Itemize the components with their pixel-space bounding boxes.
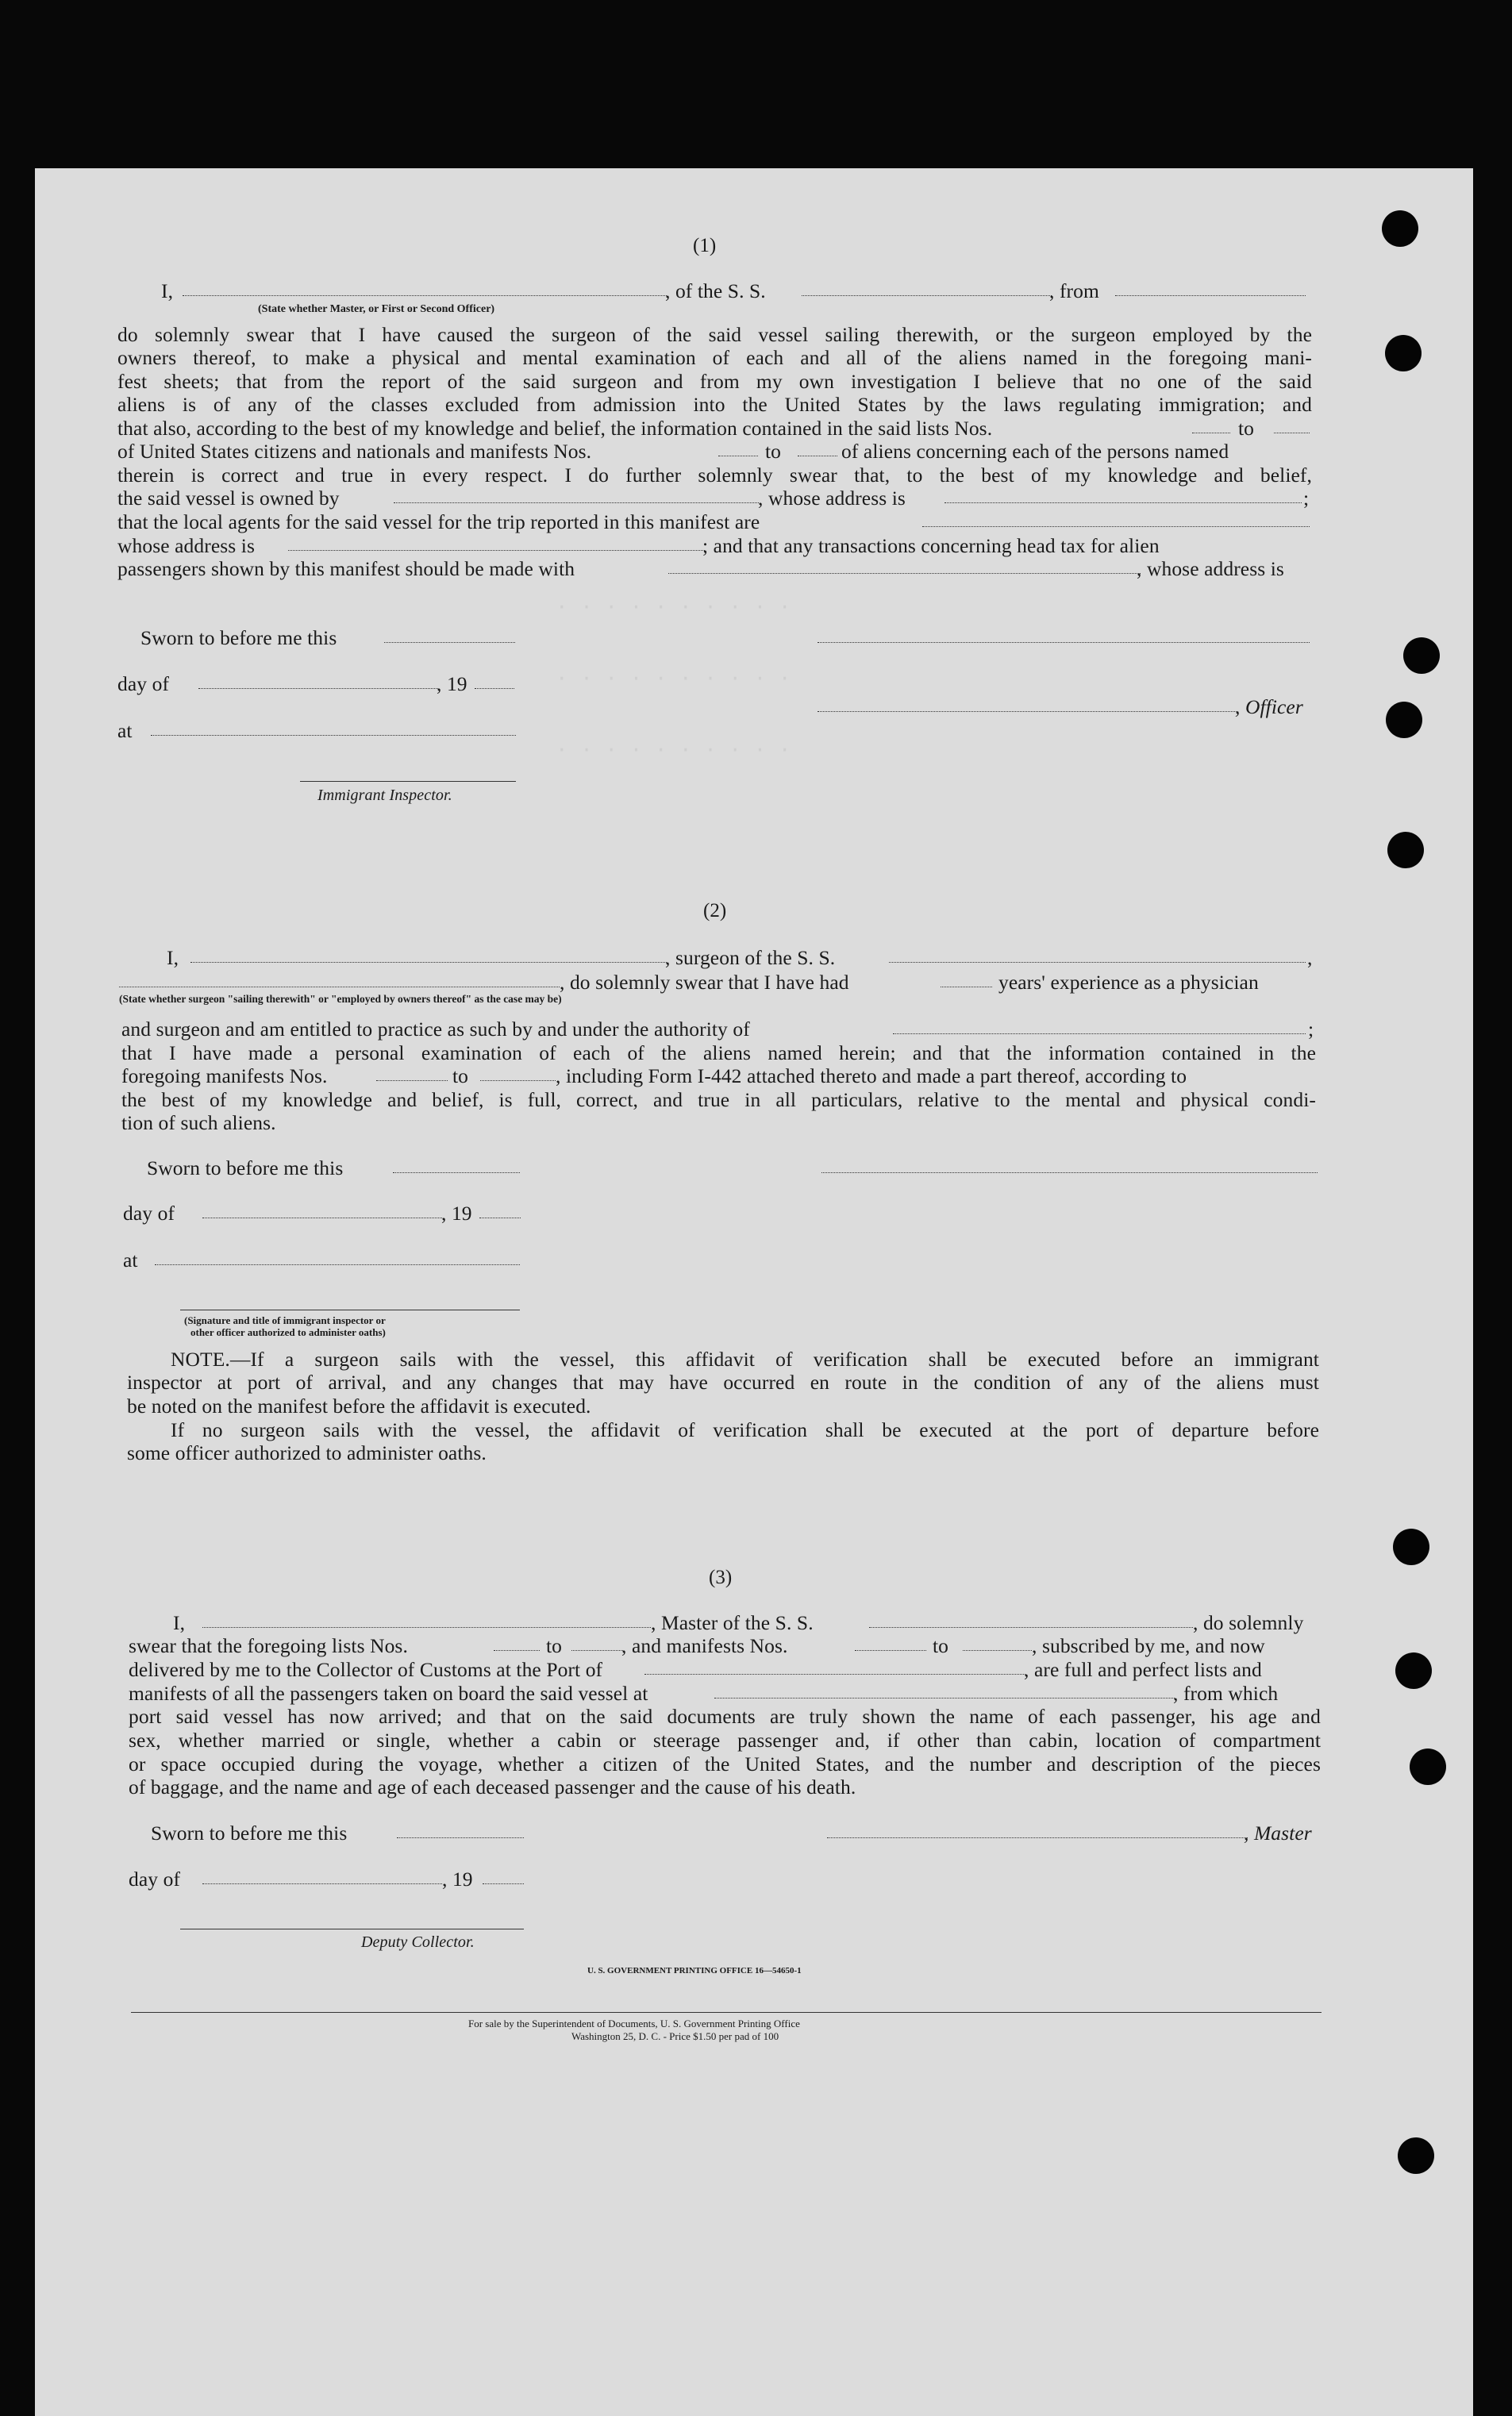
binder-hole [1395,1652,1432,1689]
section-number-3: (3) [709,1567,733,1588]
s2-authority-field [893,1033,1306,1034]
s2-signature-caption-1: (Signature and title of immigrant inspector or [184,1314,386,1326]
s3-to: to [933,1634,949,1657]
s3-list-from-field [494,1650,540,1651]
s2-manifest-to-field [480,1080,556,1081]
s1-row1-i: I, [161,279,174,302]
binder-hole [1393,1529,1429,1565]
s3-comma19: , 19 [442,1868,473,1891]
s3-boarding-port-field [714,1698,1175,1699]
s1-day-of: day of [117,672,170,695]
s2-comma19: , 19 [441,1202,472,1225]
s1-officer-label: , Officer [1235,695,1303,718]
footer-rule [131,2012,1322,2013]
s1-head-tax: ; and that any transactions concerning head tax for alien [702,534,1160,557]
s3-manifest-from-field [855,1650,926,1651]
s3-row3-full: , are full and perfect lists and [1024,1658,1262,1681]
s1-line: the said vessel is owned by [117,487,340,510]
s2-row1-i: I, [167,946,179,969]
bleed-through-text: · · · · · · · · · · [556,738,791,762]
s1-line: therein is correct and true in every respect. I do further solemnly swear that, to the best of my knowledge and belief, [117,464,1312,487]
note-line: If no surgeon sails with the vessel, the affidavit of verification shall be executed at the port of departure before [171,1418,1319,1441]
s2-signature-caption-2: other officer authorized to administer oaths) [190,1326,386,1338]
s3-manifest-to-field [963,1650,1032,1651]
footer-sale-line: For sale by the Superintendent of Documents, U. S. Government Printing Office [468,2018,800,2029]
s2-line: that I have made a personal examination of each of the aliens named herein; and that the information contained in the [121,1041,1316,1064]
s1-line: passengers shown by this manifest should be made with [117,557,575,580]
s1-signature-field [818,642,1310,643]
s3-year-field [483,1883,524,1884]
s1-day-field [198,688,438,689]
binder-hole [1386,702,1422,738]
s3-row1-i: I, [173,1611,186,1634]
s2-sworn-field [393,1172,520,1173]
s3-port-field [644,1674,1025,1675]
s2-line: the best of my knowledge and belief, is full, correct, and true in all particulars, relative to the mental and physical condi- [121,1088,1316,1111]
s1-at: at [117,719,133,742]
s2-surgeon-caption: (State whether surgeon "sailing therewith" or "employed by owners thereof" as the case may be) [119,993,562,1005]
s3-deputy-collector: Deputy Collector. [361,1933,475,1951]
s2-row2: , do solemnly swear that I have had [560,971,849,994]
s3-day-field [202,1883,442,1884]
s2-row1-comma: , [1307,946,1313,969]
s1-immigrant-inspector: Immigrant Inspector. [317,787,452,804]
section-number-2: (2) [703,900,727,921]
s1-officer-field [818,711,1238,712]
gpo-imprint: U. S. GOVERNMENT PRINTING OFFICE 16—54650-1 [587,1966,802,1976]
s1-inspector-signature-line [300,781,516,782]
footer-price-line: Washington 25, D. C. - Price $1.50 per pad of 100 [571,2030,779,2042]
s3-master-label: , Master [1244,1822,1312,1845]
section-number-1: (1) [693,235,717,256]
s3-master-field [827,1837,1248,1838]
s1-from-field [1115,295,1306,296]
binder-hole [1385,335,1422,371]
binder-hole [1387,832,1424,868]
s3-line: port said vessel has now arrived; and that on the said documents are truly shown the name of each passenger, his age and [129,1705,1321,1728]
s2-semi: ; [1308,1018,1314,1041]
s3-ship-field [869,1627,1193,1628]
s3-to: to [546,1634,563,1657]
s3-row3: delivered by me to the Collector of Customs at the Port of [129,1658,603,1681]
s2-row2-years: years' experience as a physician [998,971,1259,994]
s1-of-aliens: of aliens concerning each of the persons named [841,440,1229,463]
s1-row1-of-ss: , of the S. S. [665,279,766,302]
s1-transactions-field [668,573,1141,574]
binder-hole [1382,210,1418,247]
s1-officer-caption: (State whether Master, or First or Second Officer) [258,303,495,315]
s3-row1-solemnly: , do solemnly [1193,1611,1304,1634]
s1-ship-field [802,295,1052,296]
s1-line: aliens is of any of the classes excluded from admission into the United States by the laws regulating immigration; and [117,393,1312,416]
s2-manifest-from-field [376,1080,448,1081]
s1-sworn: Sworn to before me this [140,626,337,649]
s1-row1-from: , from [1049,279,1099,302]
s1-whose-address: , whose address is [758,487,906,510]
s1-line: whose address is [117,534,255,557]
s3-list-to-field [571,1650,623,1651]
s2-sworn: Sworn to before me this [147,1156,344,1179]
s1-owner-field [394,502,759,503]
s2-day-of: day of [123,1202,175,1225]
s2-line: foregoing manifests Nos. [121,1064,328,1087]
s3-line: sex, whether married or single, whether a cabin or steerage passenger and, if other than cabin, location of compartment [129,1729,1321,1752]
s1-line: fest sheets; that from the report of the said surgeon and from my own investigation I believe that no one of the said [117,370,1312,393]
binder-hole [1410,1749,1446,1785]
s1-line: that the local agents for the said vessel for the trip reported in this manifest are [117,510,760,533]
s1-comma19: , 19 [437,672,467,695]
s1-to: to [765,440,782,463]
s3-line: of baggage, and the name and age of each deceased passenger and the cause of his death. [129,1775,856,1799]
binder-hole [1398,2137,1434,2174]
s3-sworn-field [397,1837,524,1838]
s1-line: owners thereof, to make a physical and mental examination of each and all of the aliens named in the foregoing mani- [117,346,1312,369]
s1-name-field [183,295,667,296]
s2-to: to [452,1064,469,1087]
s2-ship-field [889,962,1306,963]
bleed-through-text: · · · · · · · · · · [556,595,791,619]
s1-line: of United States citizens and nationals and manifests Nos. [117,440,592,463]
s1-semi: ; [1303,487,1310,510]
s3-row1-master: , Master of the S. S. [651,1611,814,1634]
s3-name-field [202,1627,651,1628]
s2-including: , including Form I-442 attached thereto and made a part thereof, according to [556,1064,1187,1087]
s3-row2: swear that the foregoing lists Nos. [129,1634,408,1657]
s3-sworn: Sworn to before me this [151,1822,348,1845]
s1-agents-field [922,526,1310,527]
s1-sworn-field [384,642,515,643]
note-line: inspector at port of arrival, and any changes that may have occurred en route in the condition of any of the aliens must [127,1371,1319,1394]
s2-signature-field [821,1172,1318,1173]
s2-name-field [190,962,667,963]
s1-to: to [1238,417,1255,440]
s3-row2-subscribed: , subscribed by me, and now [1032,1634,1265,1657]
s3-line: or space occupied during the voyage, whether a citizen of the United States, and the number and description of the pieces [129,1752,1321,1775]
s2-line: and surgeon and am entitled to practice as such by and under the authority of [121,1018,750,1041]
s1-line: do solemnly swear that I have caused the surgeon of the said vessel sailing therewith, or the surgeon employed by the [117,323,1312,346]
s3-row4-which: , from which [1173,1682,1279,1705]
note-line: NOTE.—If a surgeon sails with the vessel, this affidavit of verification shall be executed before an immigrant [171,1348,1319,1371]
s2-at-field [155,1264,520,1265]
s2-line: tion of such aliens. [121,1111,276,1134]
s1-at-field [151,735,516,736]
bleed-through-text: · · · · · · · · · · [556,667,791,691]
note-line: some officer authorized to administer oaths. [127,1441,487,1464]
note-line: be noted on the manifest before the affidavit is executed. [127,1395,591,1418]
s1-year-field [475,688,514,689]
s3-row2-manifests: , and manifests Nos. [621,1634,788,1657]
s3-day-of: day of [129,1868,181,1891]
s1-line: that also, according to the best of my knowledge and belief, the information contained in the said lists Nos. [117,417,993,440]
s1-whose-address-is: , whose address is [1137,557,1284,580]
s1-owner-address-field [945,502,1302,503]
s1-agent-address-field [288,550,705,551]
s2-at: at [123,1248,138,1271]
s3-row4: manifests of all the passengers taken on board the said vessel at [129,1682,648,1705]
s2-row1-surgeon: , surgeon of the S. S. [665,946,836,969]
binder-hole [1403,637,1440,674]
